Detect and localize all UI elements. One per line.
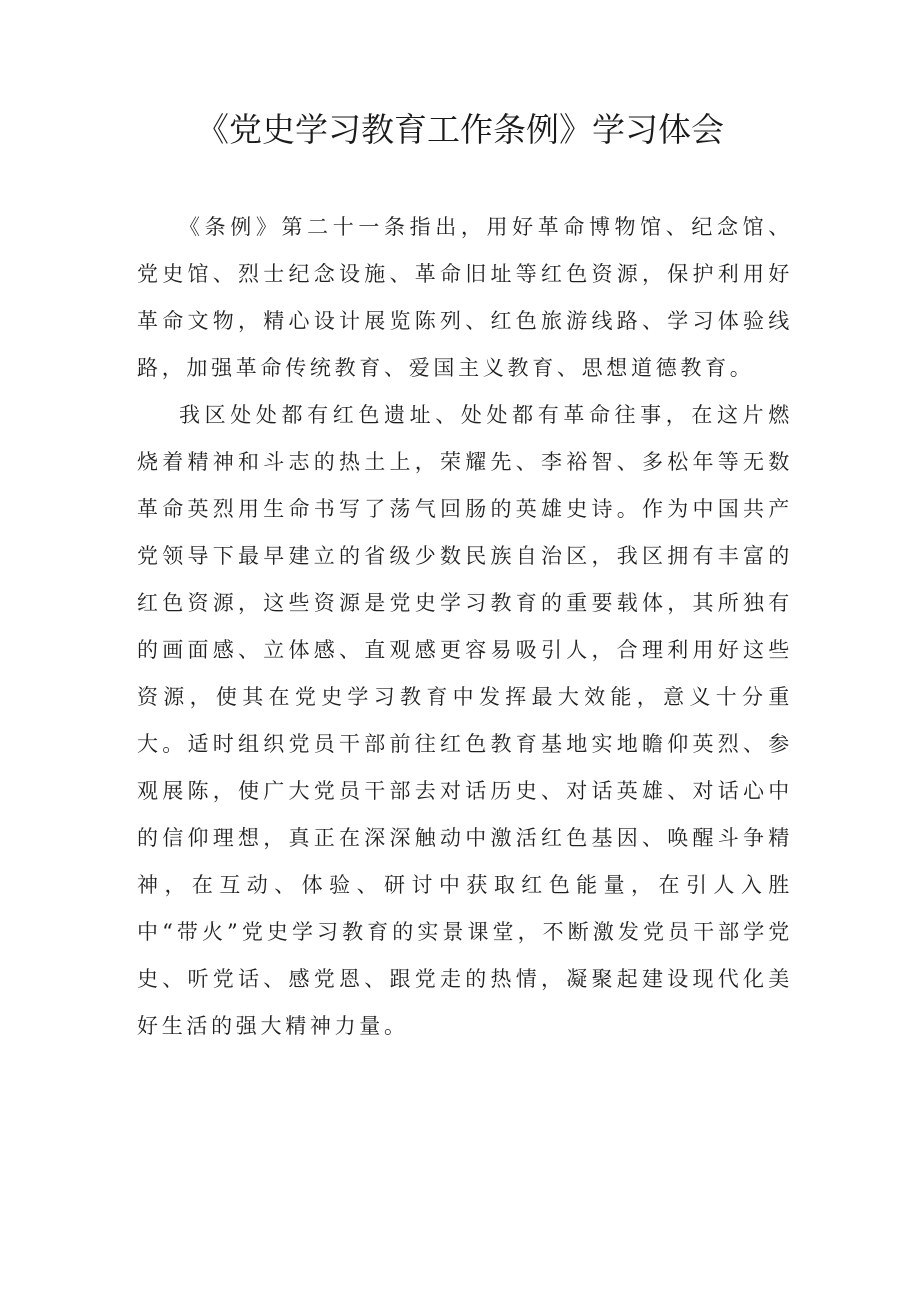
paragraph-2: 我区处处都有红色遗址、处处都有革命往事，在这片燃烧着精神和斗志的热土上，荣耀先、李裕智、多松年等无数革命英烈用生命书写了荡气回肠的英雄史诗。作为中国共产党领导下最早建立的省级少数民族自治区，我区拥有丰富的红色资源，这些资源是党史学习教育的重要载体，其所独有的画面感、立体感、直观感更容易吸引人，合理利用好这些资源，使其在党史学习教育中发挥最大效能，意义十分重大。适时组织党员干部前往红色教育基地实地瞻仰英烈、参观展陈，使广大党员干部去对话历史、对话英雄、对话心中的信仰理想，真正在深深触动中激活红色基因、唤醒斗争精神，在互动、体验、研讨中获取红色能量，在引人入胜中“带火”党史学习教育的实景课堂，不断激发党员干部学党史、听党话、感党恩、跟党走的热情，凝聚起建设现代化美好生活的强大精神力量。 bbox=[137, 403, 793, 1038]
paragraph-1: 《条例》第二十一条指出，用好革命博物馆、纪念馆、党史馆、烈士纪念设施、革命旧址等红色资源，保护利用好革命文物，精心设计展览陈列、红色旅游线路、学习体验线路，加强革命传统教育、爱国主义教育、思想道德教育。 bbox=[137, 215, 793, 380]
document-body bbox=[137, 204, 793, 1050]
document-title: 《党史学习教育工作条例》学习体会 bbox=[196, 110, 724, 149]
